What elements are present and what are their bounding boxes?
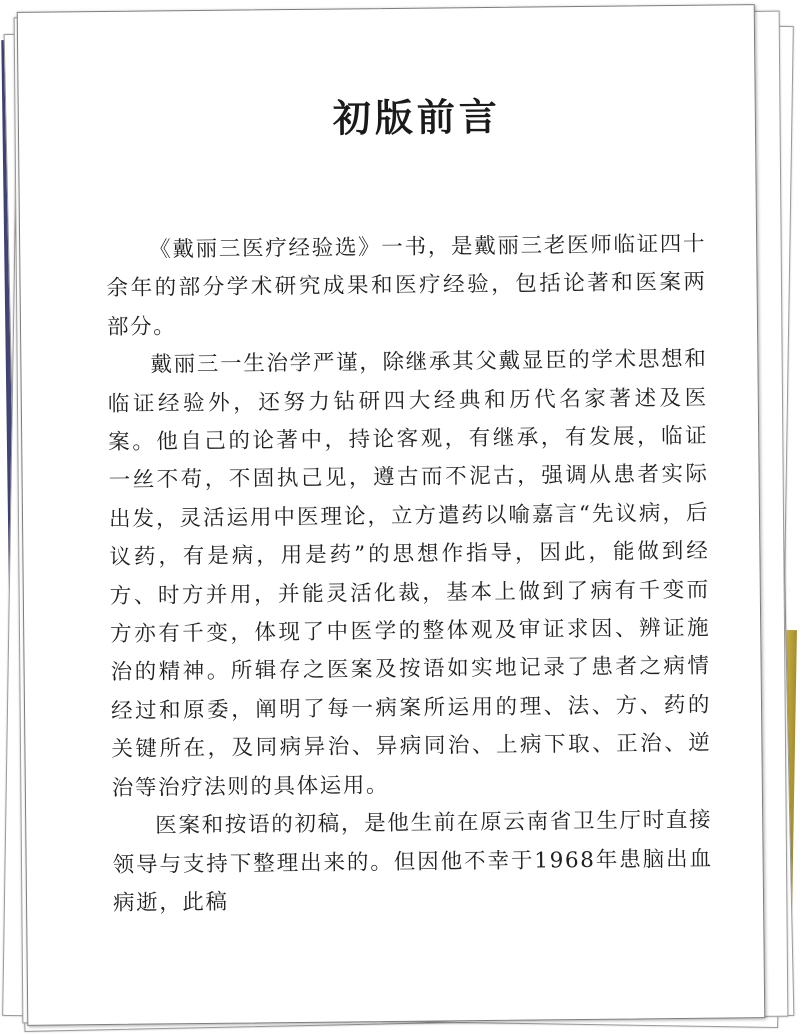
paragraph-3: 医案和按语的初稿，是他生前在原云南省卫生厅时直接领导与支持下整理出来的。但因他不幸于1968年患脑出血病逝，此稿 <box>112 807 713 916</box>
paragraph-1: 《戴丽三医疗经验选》一书，是戴丽三老医师临证四十余年的部分学术研究成果和医疗经验，包括论著和医案两部分。 <box>106 231 707 340</box>
paragraph-2: 戴丽三一生治学严谨，除继承其父戴显臣的学术思想和临证经验外，还努力钻研四大经典和历代名家著述及医案。他自己的论著中，持论客观，有继承，有发展，临证一丝不苟，不固执己见，遵古而不泥古，强调从患者实际出发，灵活运用中医理论，立方遣药以喻嘉言“先议病，后议药，有是病，用是药”的思想作指导，因此，能做到经方、时方并用，并能灵活化裁，基本上做到了病有千变而方亦有千变，体现了中医学的整体观及审证求因、辨证施治的精神。所辑存之医案及按语如实地记录了患者之病情经过和原委，阐明了每一病案所运用的理、法、方、药的关键所在，及同病异治、异病同治、上病下取、正治、逆治等治疗法则的具体运用。 <box>107 346 712 801</box>
page-body <box>106 226 713 924</box>
front-page <box>17 4 766 1026</box>
page-title: 初版前言 <box>332 93 502 141</box>
